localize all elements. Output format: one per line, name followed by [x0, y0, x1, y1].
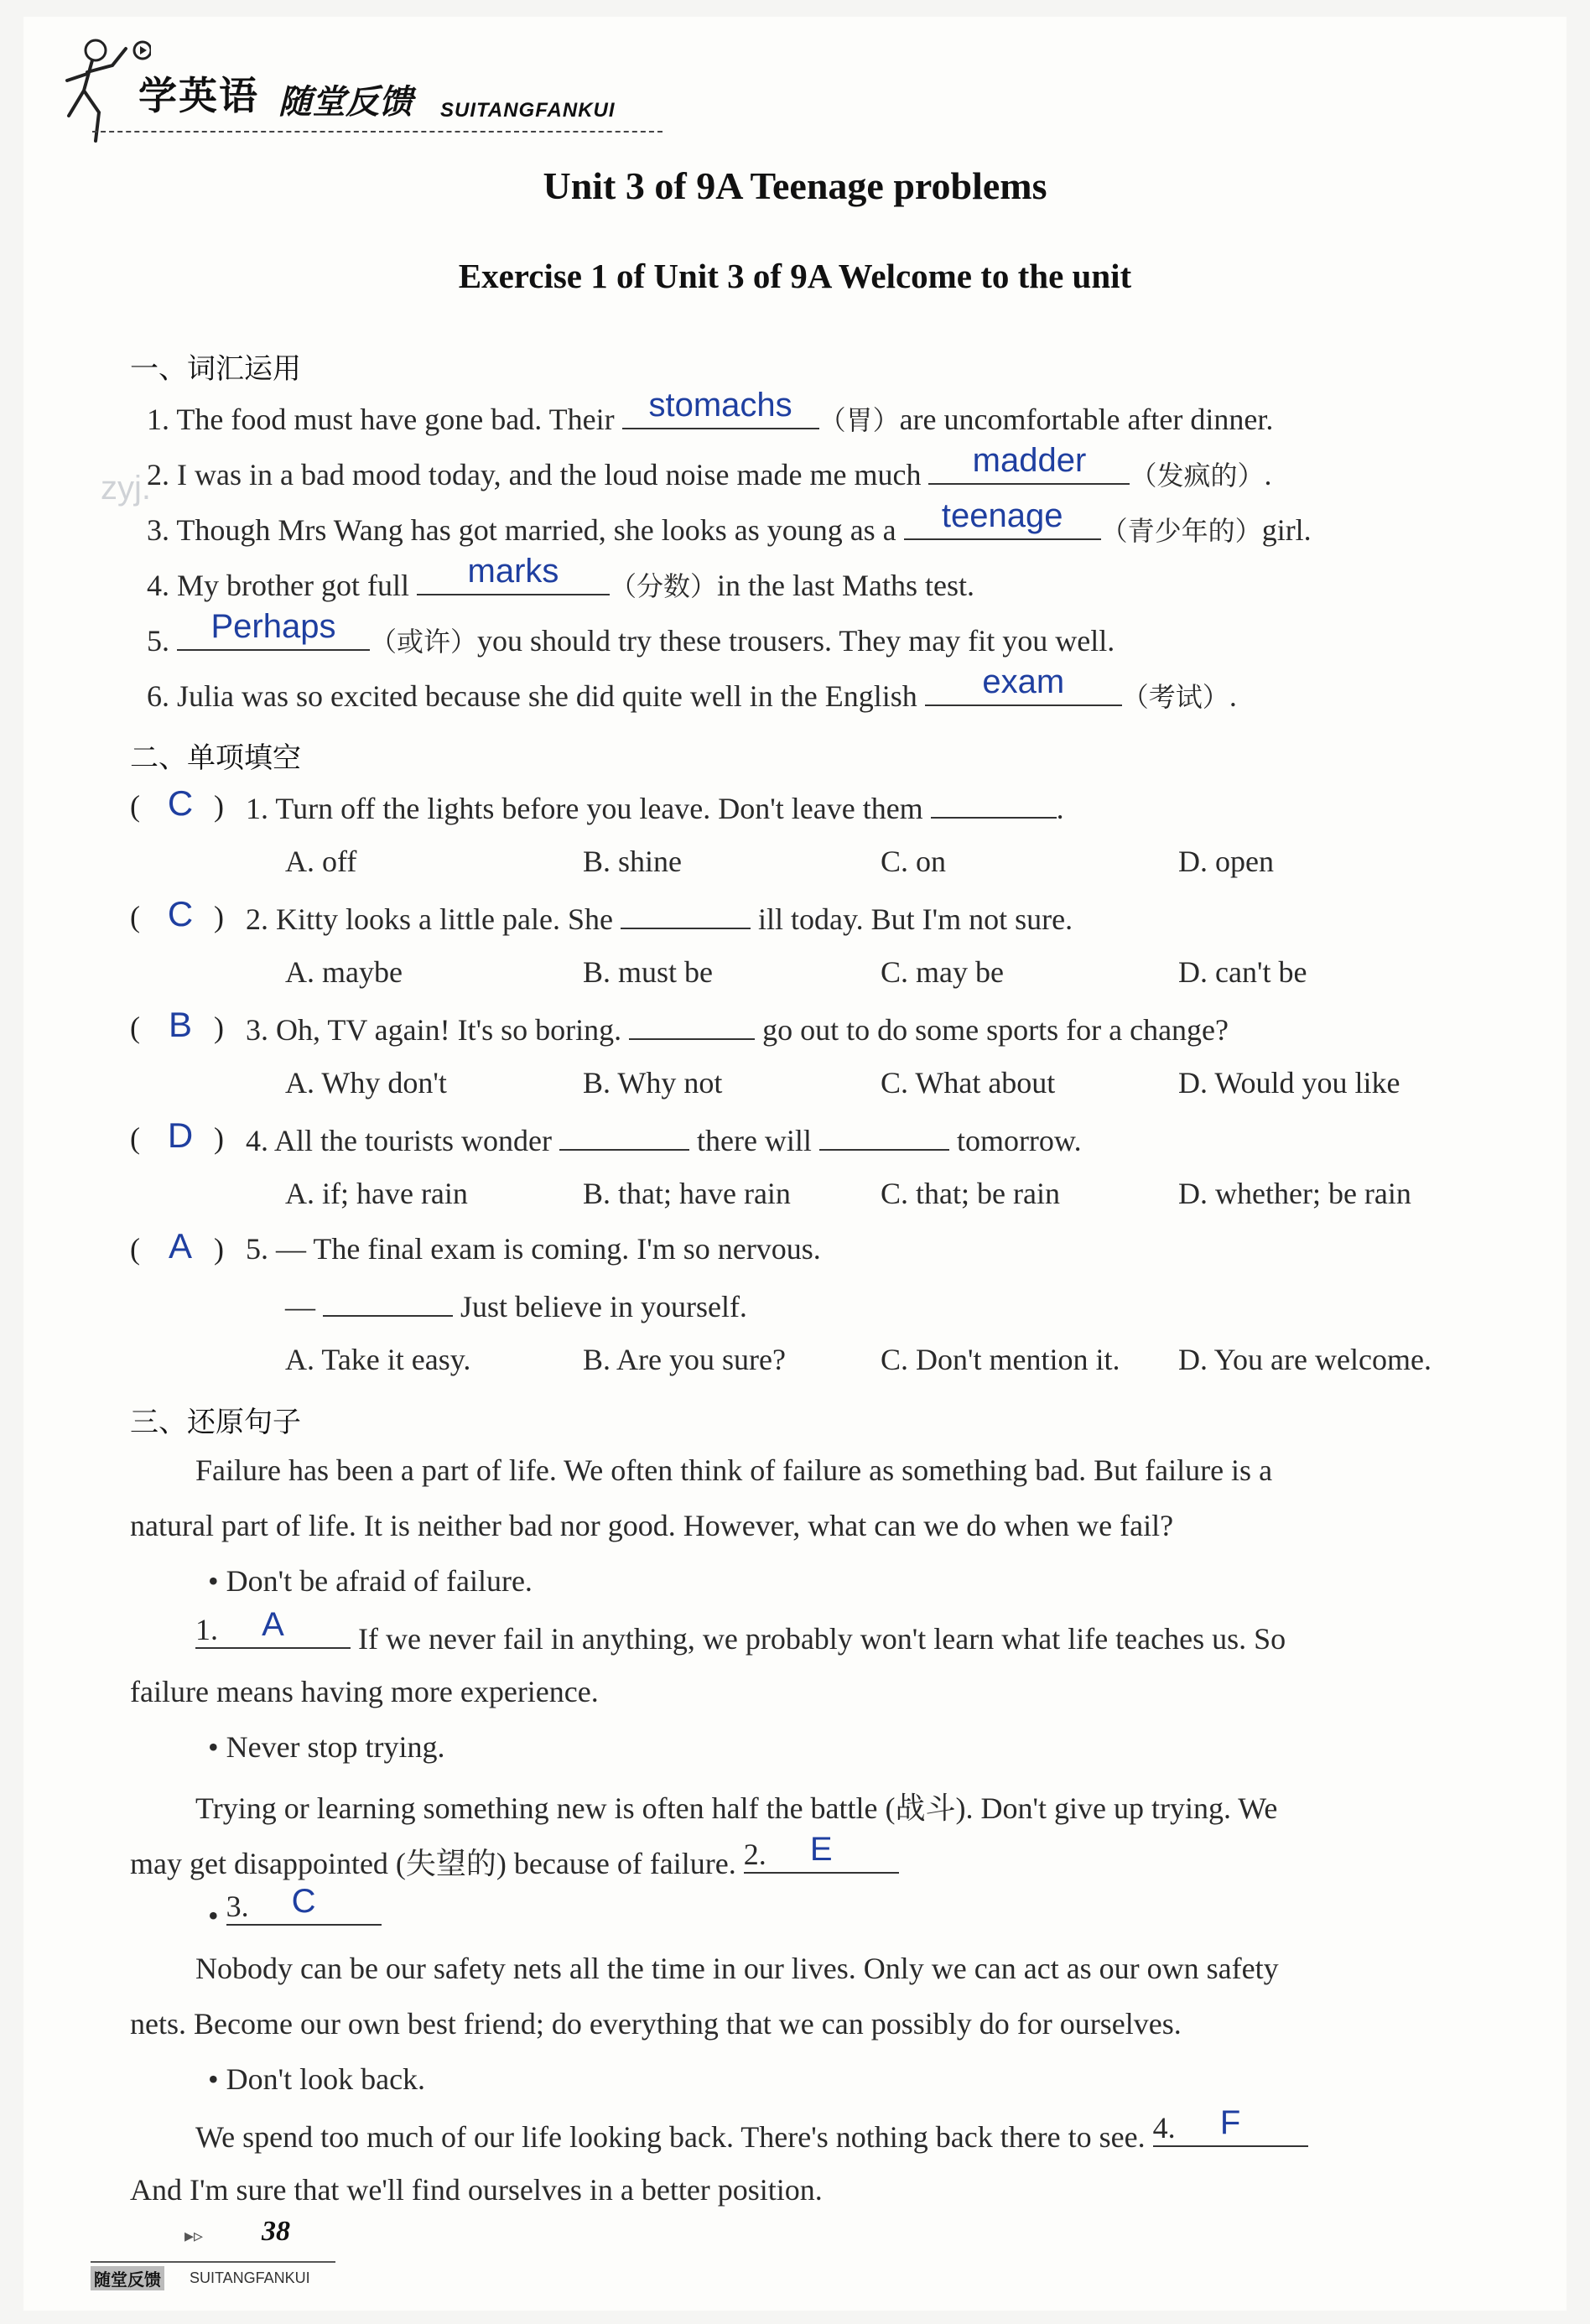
- passage-line: And I'm sure that we'll find ourselves in a better position.: [130, 2173, 823, 2207]
- passage-answer-4: F: [1219, 2104, 1241, 2141]
- passage-line: Nobody can be our safety nets all the time in our lives. Only we can act as our own safety: [195, 1952, 1279, 1985]
- section1-heading: 一、词汇运用: [130, 352, 301, 386]
- mc-blank: [323, 1287, 453, 1317]
- passage-bullet: • Don't be afraid of failure.: [208, 1564, 533, 1598]
- passage-line: Failure has been a part of life. We often think of failure as something bad. But failure is a: [195, 1453, 1273, 1487]
- footer-logo: [91, 2261, 335, 2291]
- passage-line: We spend too much of our life looking back. There's nothing back there to see. 4. F: [195, 2117, 1308, 2155]
- bracket-left: (: [130, 900, 140, 933]
- mc-option[interactable]: B. Are you sure?: [583, 1343, 786, 1376]
- passage-answer-1: A: [262, 1606, 284, 1643]
- passage-blank-3[interactable]: 3. C: [226, 1895, 382, 1926]
- mc-option[interactable]: C. Don't mention it.: [881, 1343, 1120, 1376]
- logo-title-cn: 学英语: [138, 73, 259, 118]
- watermark: zyj.: [101, 470, 151, 507]
- mc-option[interactable]: D. whether; be rain: [1178, 1177, 1411, 1210]
- mc-option[interactable]: D. open: [1178, 845, 1274, 878]
- passage-bullet: • 3. C: [208, 1895, 382, 1933]
- mc-option[interactable]: B. shine: [583, 845, 683, 878]
- vocab-item-6: 6. Julia was so excited because she did quite well in the English exam （考试）.: [147, 663, 1237, 713]
- mc-blank: [931, 788, 1057, 819]
- mc-answer-2[interactable]: C: [167, 894, 194, 933]
- mc-option[interactable]: B. Why not: [583, 1066, 723, 1100]
- vocab-item-2: 2. I was in a bad mood today, and the loud noise made me much madder （发疯的）.: [147, 442, 1272, 491]
- bracket-right: ): [214, 1011, 224, 1044]
- mc-option[interactable]: C. What about: [881, 1066, 1056, 1100]
- arrow-icon: ▸▹: [184, 2225, 204, 2246]
- mc-option[interactable]: A. maybe: [285, 955, 403, 989]
- section2-heading: 二、单项填空: [130, 741, 301, 775]
- passage-line: Trying or learning something new is often half the battle (战斗). Don't give up trying. We: [195, 1791, 1278, 1825]
- vocab-item-3: 3. Though Mrs Wang has got married, she looks as young as a teenage （青少年的）girl.: [147, 497, 1312, 547]
- unit-title: Unit 3 of 9A Teenage problems: [543, 164, 1047, 207]
- bracket-right: ): [214, 1232, 224, 1266]
- passage-line: nets. Become our own best friend; do everything that we can possibly do for ourselves.: [130, 2007, 1182, 2041]
- mc-blank: [819, 1120, 949, 1151]
- vocab-answer-2: madder: [972, 442, 1087, 479]
- vocab-blank-4[interactable]: [417, 553, 610, 595]
- mc-option[interactable]: C. on: [881, 845, 947, 878]
- mc-option[interactable]: D. Would you like: [1178, 1066, 1400, 1100]
- header-logo: [59, 32, 662, 158]
- mc-question-1: 1. Turn off the lights before you leave. Don't leave them .: [246, 788, 1064, 826]
- passage-bullet: • Never stop trying.: [208, 1730, 445, 1764]
- passage-line: may get disappointed (失望的) because of failure. 2. E: [130, 1840, 899, 1883]
- logo-subtitle-cn: 随堂反馈: [278, 83, 413, 122]
- vocab-item-1: 1. The food must have gone bad. Their stomachs （胃）are uncomfortable after dinner.: [147, 387, 1274, 436]
- vocab-blank-1[interactable]: [622, 387, 819, 429]
- vocab-blank-6[interactable]: [925, 663, 1122, 706]
- vocab-answer-1: stomachs: [648, 387, 792, 424]
- passage-blank-1[interactable]: 1. A: [195, 1619, 351, 1649]
- footer-logo-en: SUITANGFANKUI: [190, 2269, 310, 2286]
- bracket-right: ): [214, 1121, 224, 1155]
- mc-answer-5[interactable]: A: [168, 1226, 192, 1266]
- passage-line: natural part of life. It is neither bad nor good. However, what can we do when we fail?: [130, 1509, 1174, 1542]
- mc-option[interactable]: B. that; have rain: [583, 1177, 791, 1210]
- passage-blank-2[interactable]: 2. E: [744, 1843, 899, 1874]
- passage-line: 1. A If we never fail in anything, we probably won't learn what life teaches us. So: [195, 1606, 1286, 1656]
- mc-question-3: 3. Oh, TV again! It's so boring. go out to do some sports for a change?: [246, 1010, 1229, 1048]
- passage-answer-2: E: [809, 1831, 833, 1868]
- mc-answer-4[interactable]: D: [167, 1115, 194, 1155]
- bracket-left: (: [130, 1121, 140, 1155]
- vocab-blank-5[interactable]: [177, 608, 370, 651]
- passage-blank-4[interactable]: 4. F: [1153, 2117, 1308, 2147]
- logo-subtitle-en: SUITANGFANKUI: [440, 99, 616, 122]
- bracket-right: ): [214, 789, 224, 823]
- passage-bullet: • Don't look back.: [208, 2062, 426, 2096]
- mc-blank: [621, 899, 751, 929]
- mc-option[interactable]: C. that; be rain: [881, 1177, 1060, 1210]
- mc-option[interactable]: A. Why don't: [285, 1066, 447, 1100]
- mc-question-5-reply: — Just believe in yourself.: [285, 1287, 747, 1324]
- vocab-answer-4: marks: [467, 553, 559, 590]
- vocab-blank-3[interactable]: [904, 497, 1101, 540]
- passage-line: failure means having more experience.: [130, 1675, 599, 1708]
- mc-option[interactable]: D. You are welcome.: [1178, 1343, 1432, 1376]
- vocab-blank-2[interactable]: [928, 442, 1130, 485]
- mc-answer-1[interactable]: C: [167, 783, 194, 823]
- vocab-answer-6: exam: [982, 663, 1065, 700]
- page-number: 38: [262, 2216, 290, 2247]
- mc-question-4: 4. All the tourists wonder there will tomorrow.: [246, 1120, 1082, 1158]
- vocab-answer-5: Perhaps: [210, 608, 336, 645]
- mc-option[interactable]: C. may be: [881, 955, 1004, 989]
- mc-option[interactable]: A. Take it easy.: [285, 1343, 471, 1376]
- bracket-left: (: [130, 1011, 140, 1044]
- bracket-left: (: [130, 1232, 140, 1266]
- bracket-right: ): [214, 900, 224, 933]
- mc-question-5: 5. — The final exam is coming. I'm so nervous.: [246, 1232, 821, 1266]
- exercise-title: Exercise 1 of Unit 3 of 9A Welcome to the unit: [458, 257, 1132, 295]
- mc-blank: [559, 1120, 689, 1151]
- passage-answer-3: C: [291, 1883, 316, 1920]
- vocab-item-5: 5. Perhaps （或许）you should try these trousers. They may fit you well.: [147, 608, 1115, 658]
- footer-logo-cn: 随堂反馈: [91, 2266, 164, 2290]
- mc-option[interactable]: A. if; have rain: [285, 1177, 468, 1210]
- mc-option[interactable]: A. off: [285, 845, 357, 878]
- header-divider: [92, 131, 662, 133]
- vocab-item-4: 4. My brother got full marks （分数）in the last Maths test.: [147, 553, 974, 602]
- mc-blank: [629, 1010, 755, 1040]
- mc-option[interactable]: D. can't be: [1178, 955, 1307, 989]
- mc-answer-3[interactable]: B: [168, 1005, 192, 1044]
- bracket-left: (: [130, 789, 140, 823]
- mc-option[interactable]: B. must be: [583, 955, 714, 989]
- section3-heading: 三、还原句子: [130, 1406, 301, 1439]
- mc-question-2: 2. Kitty looks a little pale. She ill today. But I'm not sure.: [246, 899, 1073, 937]
- vocab-answer-3: teenage: [941, 497, 1063, 534]
